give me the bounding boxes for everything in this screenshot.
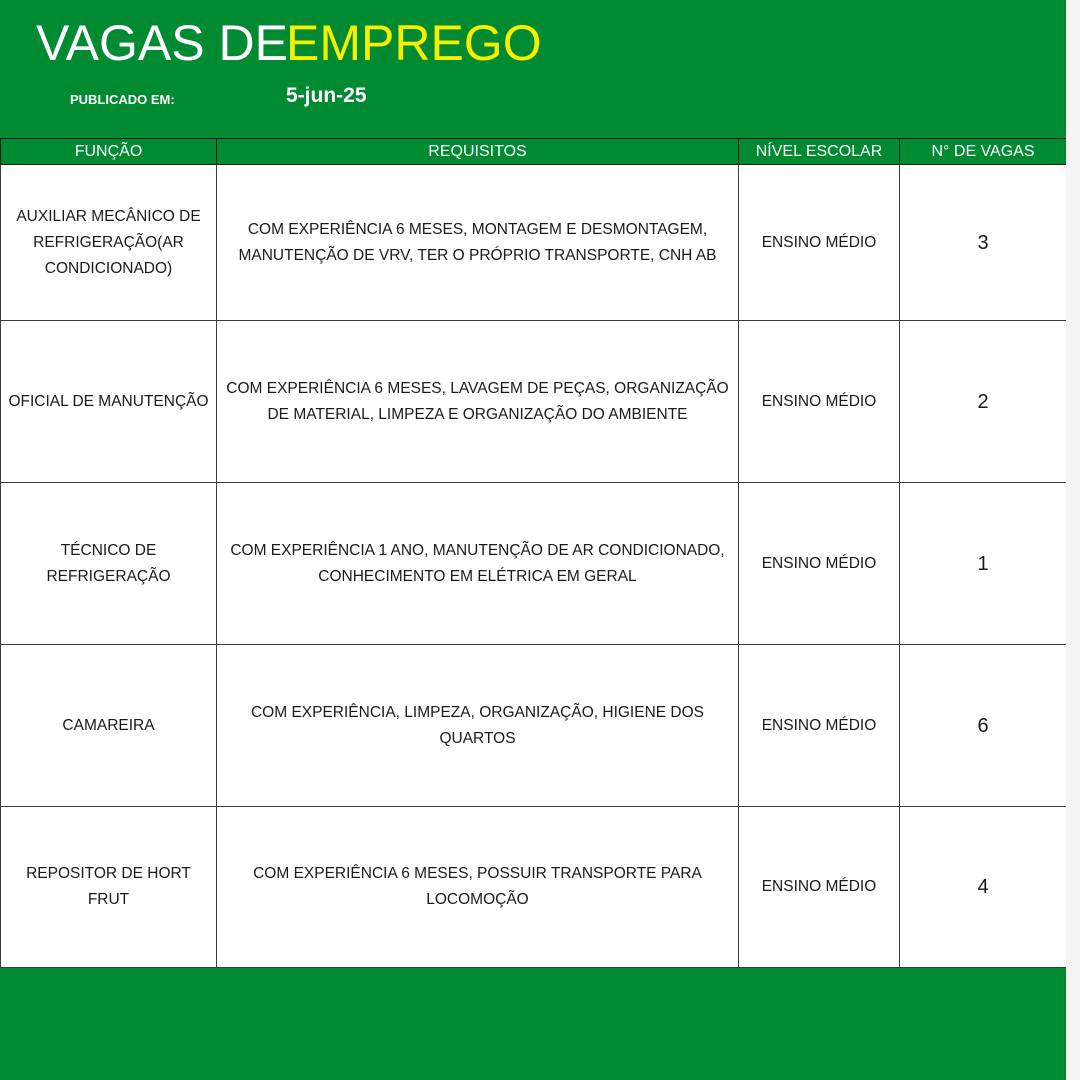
published-date: 5-jun-25	[286, 84, 367, 107]
cell-funcao: TÉCNICO DE REFRIGERAÇÃO	[1, 483, 217, 645]
title-vagas-de: VAGAS DE	[36, 15, 288, 71]
cell-requisitos: COM EXPERIÊNCIA 6 MESES, POSSUIR TRANSPORTE PARA LOCOMOÇÃO	[217, 807, 739, 968]
cell-requisitos: COM EXPERIÊNCIA 6 MESES, LAVAGEM DE PEÇAS, ORGANIZAÇÃO DE MATERIAL, LIMPEZA E ORGANIZAÇÃO DO AMBIENTE	[217, 321, 739, 483]
cell-nivel-escolar: ENSINO MÉDIO	[739, 645, 900, 807]
col-header-requisitos: REQUISITOS	[217, 139, 739, 165]
table-row	[1, 321, 1067, 483]
published-label: PUBLICADO EM:	[70, 92, 175, 107]
table-row	[1, 807, 1067, 968]
cell-numero-vagas: 2	[900, 321, 1067, 483]
col-header-nivel-escolar: NÍVEL ESCOLAR	[739, 139, 900, 165]
cell-requisitos: COM EXPERIÊNCIA 6 MESES, MONTAGEM E DESMONTAGEM, MANUTENÇÃO DE VRV, TER O PRÓPRIO TRANSPORTE, CNH AB	[217, 165, 739, 321]
cell-nivel-escolar: ENSINO MÉDIO	[739, 321, 900, 483]
cell-numero-vagas: 6	[900, 645, 1067, 807]
cell-numero-vagas: 3	[900, 165, 1067, 321]
sheet-right-margin	[1066, 0, 1080, 1080]
cell-funcao: OFICIAL DE MANUTENÇÃO	[1, 321, 217, 483]
job-table	[0, 138, 1067, 968]
cell-numero-vagas: 4	[900, 807, 1067, 968]
table-row	[1, 645, 1067, 807]
cell-requisitos: COM EXPERIÊNCIA, LIMPEZA, ORGANIZAÇÃO, HIGIENE DOS QUARTOS	[217, 645, 739, 807]
cell-nivel-escolar: ENSINO MÉDIO	[739, 807, 900, 968]
table-row	[1, 165, 1067, 321]
table-row	[1, 483, 1067, 645]
col-header-funcao: FUNÇÃO	[1, 139, 217, 165]
cell-nivel-escolar: ENSINO MÉDIO	[739, 483, 900, 645]
col-header-numero-vagas: N° DE VAGAS	[900, 139, 1067, 165]
cell-numero-vagas: 1	[900, 483, 1067, 645]
cell-funcao: CAMAREIRA	[1, 645, 217, 807]
cell-funcao: AUXILIAR MECÂNICO DE REFRIGERAÇÃO(AR CONDICIONADO)	[1, 165, 217, 321]
cell-requisitos: COM EXPERIÊNCIA 1 ANO, MANUTENÇÃO DE AR CONDICIONADO, CONHECIMENTO EM ELÉTRICA EM GERAL	[217, 483, 739, 645]
cell-funcao: REPOSITOR DE HORT FRUT	[1, 807, 217, 968]
table-header-row	[1, 139, 1067, 165]
cell-nivel-escolar: ENSINO MÉDIO	[739, 165, 900, 321]
title-emprego: EMPREGO	[286, 15, 542, 71]
